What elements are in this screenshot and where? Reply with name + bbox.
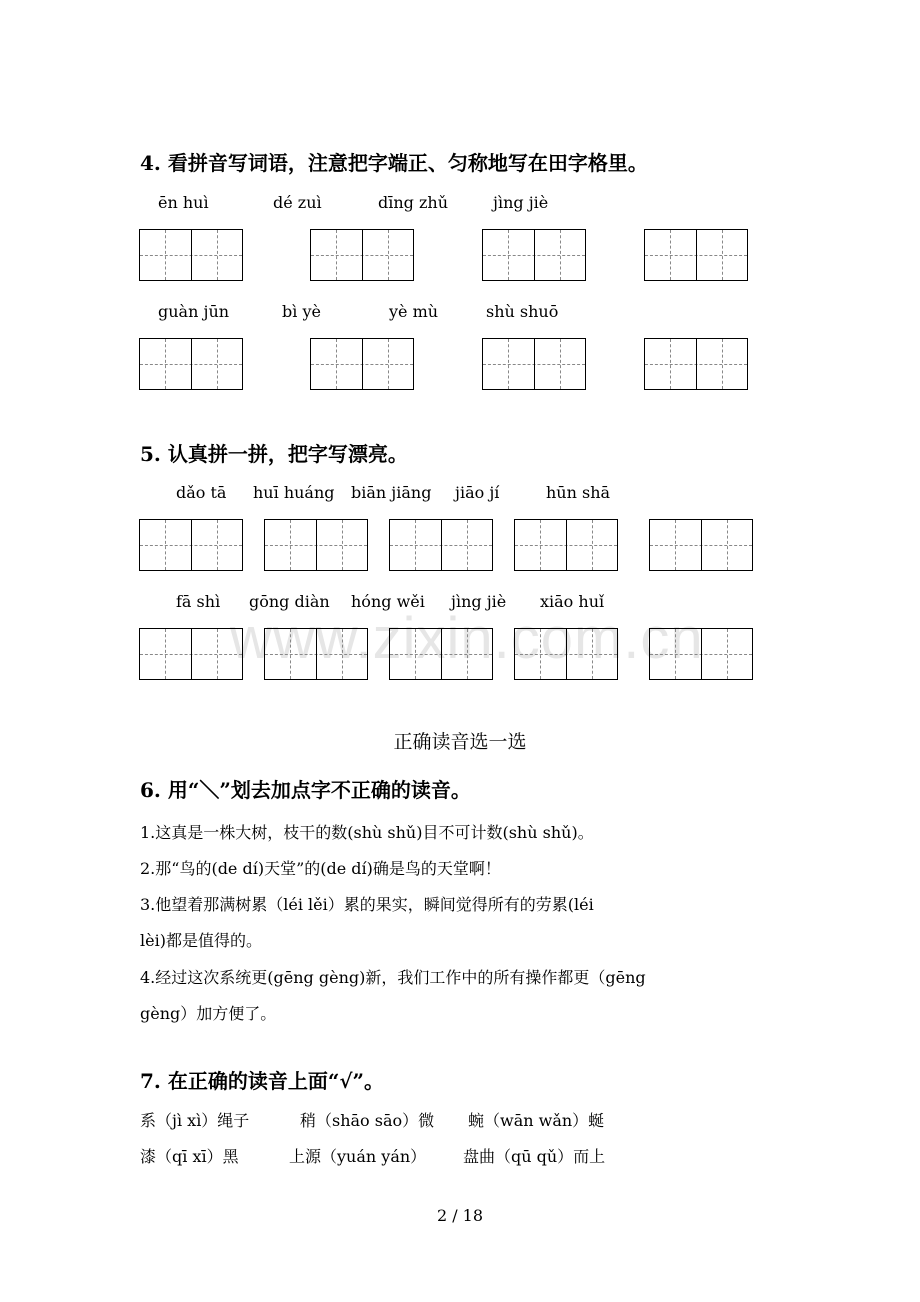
tianzige-box[interactable] (310, 338, 414, 390)
tianzige-box[interactable] (139, 519, 243, 571)
watermark: www.zixin.com.cn (230, 606, 704, 671)
q6-heading: 6. 用“＼”划去加点字不正确的读音。 (140, 778, 471, 802)
q5-heading: 5. 认真拼一拼，把字写漂亮。 (140, 442, 408, 466)
q4-pinyin: dīng zhǔ (378, 193, 449, 212)
tianzige-box[interactable] (389, 628, 493, 680)
q4-pinyin: shù shuō (486, 302, 559, 321)
q5-pinyin: hóng wěi (351, 592, 425, 611)
q6-line: 2.那“鸟的(de dí)天堂”的(de dí)确是鸟的天堂啊！ (140, 859, 501, 878)
tianzige-box[interactable] (139, 229, 243, 281)
q6-line: 4.经过这次系统更(gēng gèng)新，我们工作中的所有操作都更（gēng (140, 968, 646, 987)
tianzige-box[interactable] (644, 229, 748, 281)
q5-pinyin: biān jiāng (351, 483, 432, 502)
tianzige-box[interactable] (649, 519, 753, 571)
q7-item: 蜿（wān wǎn）蜒 (468, 1111, 605, 1130)
tianzige-box[interactable] (649, 628, 753, 680)
q4-pinyin: ēn huì (158, 193, 209, 212)
q5-pinyin: fā shì (176, 592, 221, 611)
q7-item: 上源（yuán yán） (289, 1147, 427, 1166)
tianzige-box[interactable] (264, 628, 368, 680)
q5-pinyin: xiāo huǐ (540, 592, 605, 611)
q6-line: 1.这真是一株大树，枝干的数(shù shǔ)目不可计数(shù shǔ)。 (140, 823, 594, 842)
q5-pinyin: dǎo tā (176, 483, 227, 502)
tianzige-box[interactable] (514, 519, 618, 571)
tianzige-box[interactable] (139, 628, 243, 680)
q7-item: 漆（qī xī）黑 (140, 1147, 239, 1166)
q4-pinyin: guàn jūn (158, 302, 230, 321)
q4-pinyin: yè mù (389, 302, 439, 321)
tianzige-box[interactable] (264, 519, 368, 571)
q4-pinyin: bì yè (282, 302, 321, 321)
q7-item: 系（jì xì）绳子 (140, 1111, 250, 1130)
q5-pinyin: jiāo jí (455, 483, 500, 502)
tianzige-box[interactable] (514, 628, 618, 680)
tianzige-box[interactable] (310, 229, 414, 281)
section-title: 正确读音选一选 (393, 731, 527, 753)
q7-item: 盘曲（qū qǔ）而上 (463, 1147, 606, 1166)
q7-item: 稍（shāo sāo）微 (300, 1111, 435, 1130)
page-number: 2 / 18 (436, 1206, 484, 1225)
q6-line: gèng）加方便了。 (140, 1004, 277, 1023)
tianzige-box[interactable] (482, 338, 586, 390)
tianzige-box[interactable] (644, 338, 748, 390)
tianzige-box[interactable] (482, 229, 586, 281)
q5-pinyin: jìng jiè (451, 592, 507, 611)
tianzige-box[interactable] (139, 338, 243, 390)
q5-pinyin: hūn shā (546, 483, 611, 502)
q4-heading: 4. 看拼音写词语，注意把字端正、匀称地写在田字格里。 (140, 151, 648, 175)
q4-pinyin: dé zuì (273, 193, 322, 212)
q6-line: 3.他望着那满树累（léi lěi）累的果实，瞬间觉得所有的劳累(léi (140, 895, 594, 914)
q5-pinyin: gōng diàn (249, 592, 330, 611)
q4-pinyin: jìng jiè (493, 193, 549, 212)
q7-heading: 7. 在正确的读音上面“√”。 (140, 1069, 384, 1093)
q5-pinyin: huī huáng (253, 483, 335, 502)
tianzige-box[interactable] (389, 519, 493, 571)
q6-line: lèi)都是值得的。 (140, 931, 262, 950)
